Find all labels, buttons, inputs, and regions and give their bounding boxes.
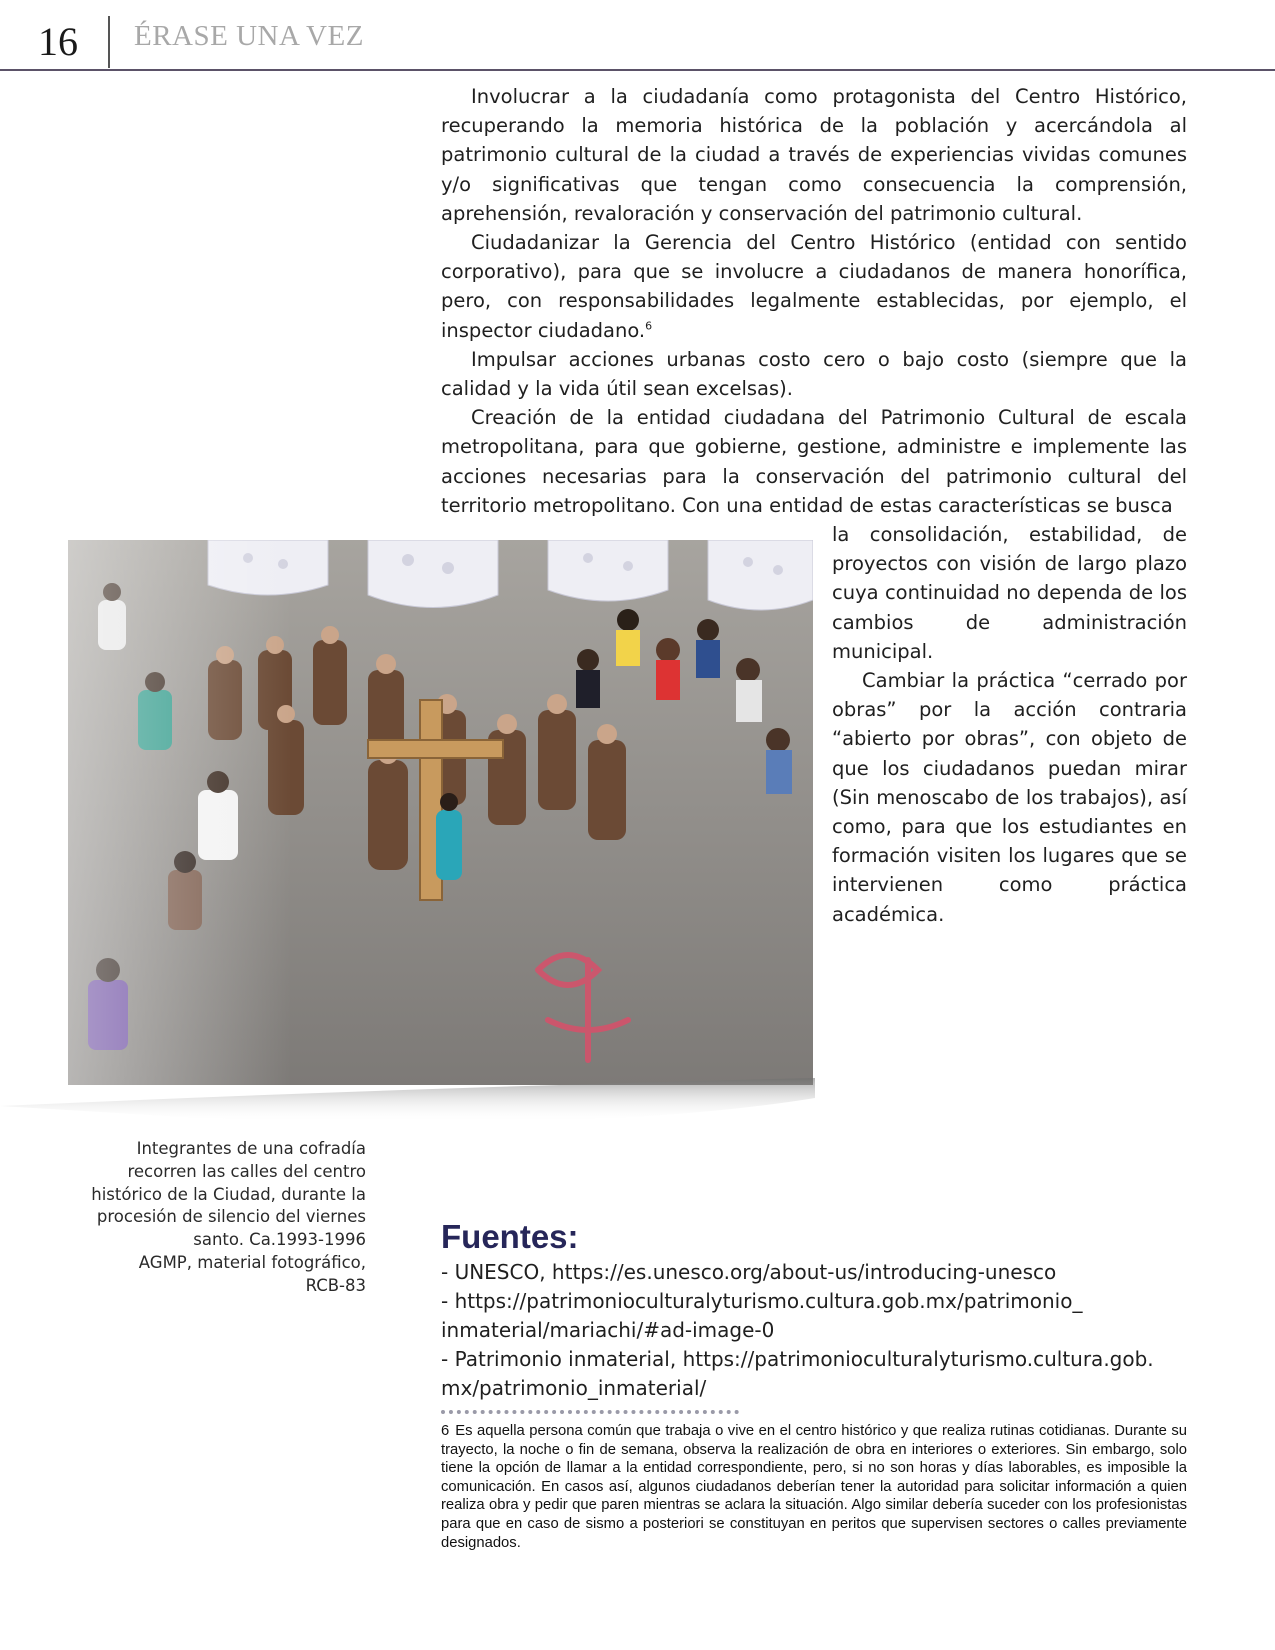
paragraph: Cambiar la práctica “cerrado por obras” por la acción contraria “abierto por obras”, con objeto de que los ciudadanos puedan mirar (Sin menoscabo de los trabajos), así como, para que los estudiantes en formación visiten los lugares que se intervienen como práctica académica. (832, 669, 1187, 926)
sources-title: Fuentes: (441, 1218, 579, 1255)
running-title: ÉRASE UNA VEZ (134, 20, 364, 52)
paragraph: Involucrar a la ciudadanía como protagonista del Centro Histórico, recuperando la memoria histórica de la población y acercándola al patrimonio cultural de la ciudad a través de experiencias vividas comunes y/o significativas que tengan como consecuencia la comprensión, aprehensión, revaloración y conservación del patrimonio cultural. (441, 85, 1187, 225)
source-link[interactable]: - https://patrimonioculturalyturismo.cultura.gob.mx/patrimonio_ inmaterial/mariachi/#ad-image-0 (441, 1289, 1083, 1342)
main-column (441, 82, 1187, 520)
source-link[interactable]: - UNESCO, https://es.unesco.org/about-us/introducing-unesco (441, 1260, 1057, 1284)
header-divider (108, 16, 110, 68)
page-number: 16 (38, 19, 78, 64)
procession-photo-illustration (68, 540, 813, 1085)
caption-line: procesión de silencio del viernes (96, 1207, 366, 1227)
caption-line: AGMP, material fotográfico, (138, 1252, 366, 1272)
caption-line: histórico de la Ciudad, durante la (91, 1184, 366, 1204)
footnote-number: 6 (441, 1423, 450, 1439)
procession-photo (68, 540, 813, 1085)
paragraph (441, 228, 1187, 345)
caption-line: Integrantes de una cofradía (136, 1139, 366, 1158)
paragraph-text: Ciudadanizar la Gerencia del Centro Histórico (entidad con sentido corporativo), para que se involucre a ciudadanos de manera honorífica, pero, con responsabilidades legalmente establecidas, por ejemplo, el inspector ciudadano. (441, 231, 1187, 342)
paragraph: Impulsar acciones urbanas costo cero o bajo costo (siempre que la calidad y la vida útil sean excelsas). (441, 347, 1187, 401)
sources-section (441, 1218, 1201, 1403)
footnote-ref[interactable]: 6 (645, 319, 653, 333)
page-header (0, 0, 1275, 72)
footnote-divider (441, 1410, 739, 1414)
footnote (441, 1422, 1187, 1552)
header-rule (0, 69, 1275, 71)
photo-shadow (0, 1078, 820, 1138)
caption-line: santo. Ca.1993-1996 (193, 1230, 366, 1250)
paragraph: Creación de la entidad ciudadana del Patrimonio Cultural de escala metropolitana, para que gobierne, gestione, administre e implemente las acciones necesarias para la conservación del patrimonio cultural del territorio metropolitano. Con una entidad de estas características se busca (441, 406, 1187, 517)
caption-line: recorren las calles del centro (127, 1161, 366, 1181)
paragraph-continuation: la consolidación, estabilidad, de proyectos con visión de largo plazo cuya continuidad no dependa de los cambios de administración municipal. (832, 523, 1187, 663)
narrow-column (832, 520, 1187, 929)
footnote-text: Es aquella persona común que trabaja o vive en el centro histórico y que realiza rutinas cotidianas. Durante su trayecto, la noche o fin de semana, observa la realización de obra en interiores o exteriores. Sin embargo, solo tiene la opción de llamar a la entidad correspondiente, pero, si no son horas y días laborables, es imposible la comunicación. En casos así, algunos ciudadanos deberían tener la autoridad para solicitar información a quien realiza obra y pedir que paren mientras se aclara la situación. Algo similar debería suceder con los profesionistas para que en caso de sismo a posteriori se constituyan en peritos que supervisen sectores o calles previamente designados. (441, 1423, 1187, 1551)
source-link[interactable]: - Patrimonio inmaterial, https://patrimonioculturalyturismo.cultura.gob. mx/patrimonio_inmaterial/ (441, 1347, 1154, 1400)
caption-line: RCB-83 (305, 1275, 366, 1295)
photo-caption (80, 1138, 366, 1298)
